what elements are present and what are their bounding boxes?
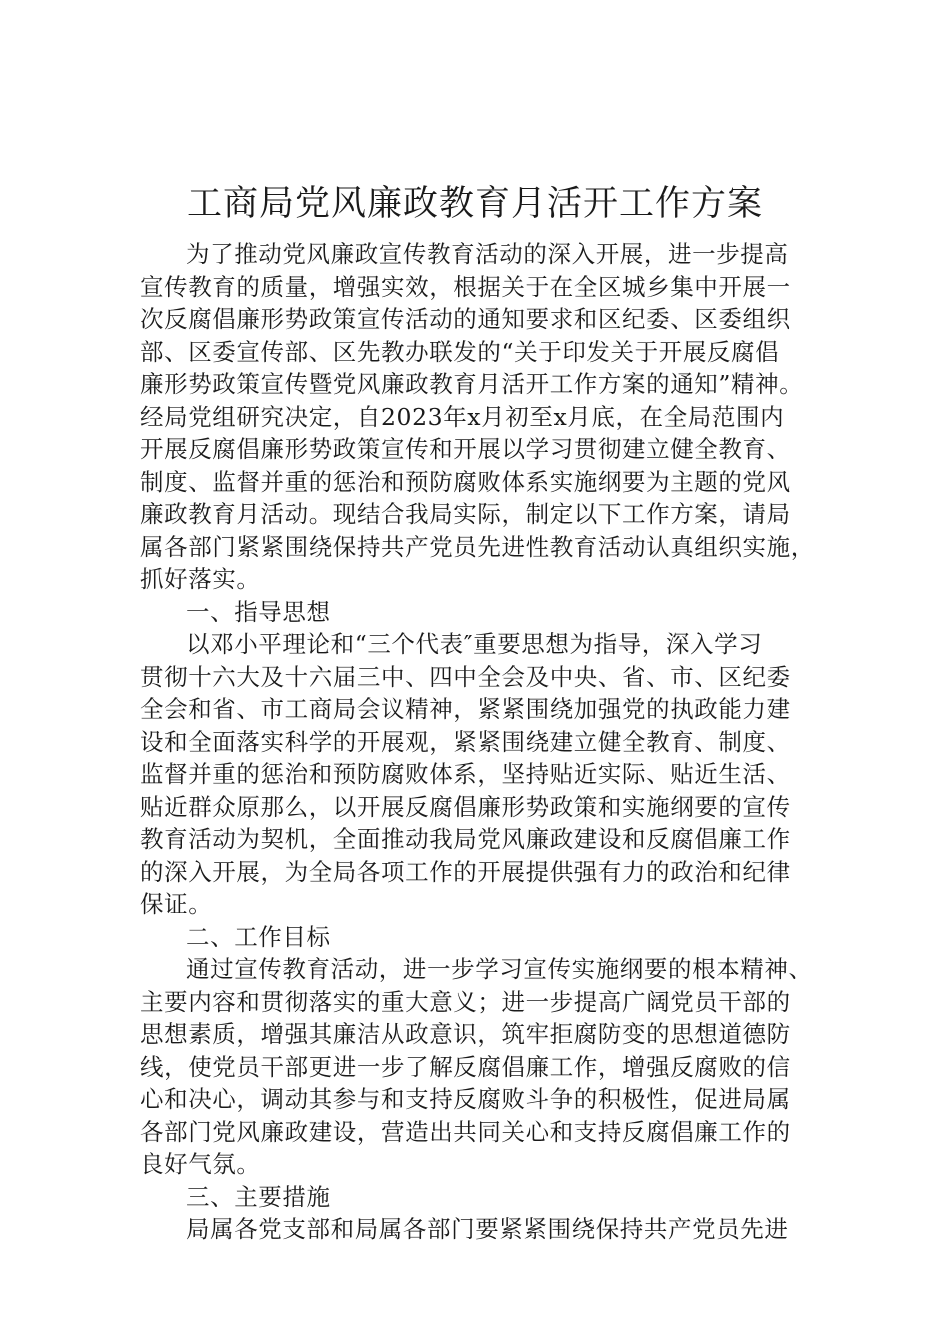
text-line: 以邓小平理论和“三个代表″重要思想为指导，深入学习 <box>186 630 763 658</box>
text-line: 设和全面落实科学的开展观，紧紧围绕建立健全教育、制度、 <box>140 727 791 756</box>
text-line: 通过宣传教育活动，进一步学习宣传实施纲要的根本精神、 <box>186 955 813 983</box>
text-line: 线，使党员干部更进一步了解反腐倡廉工作，增强反腐败的信 <box>140 1052 791 1081</box>
text-line: 教育活动为契机，全面推动我局党风廉政建设和反腐倡廉工作 <box>140 825 791 853</box>
text-line: 全会和省、市工商局会议精神，紧紧围绕加强党的执政能力建 <box>140 695 791 723</box>
text-line: 的深入开展，为全局各项工作的开展提供强有力的政治和纪律 <box>140 857 791 886</box>
text-line: 良好气氛。 <box>140 1150 261 1178</box>
text-line: 监督并重的惩治和预防腐败体系，坚持贴近实际、贴近生活、 <box>140 760 791 788</box>
section-heading-guiding-thought: 一、指导思想 <box>186 597 331 626</box>
text-line: 宣传教育的质量，增强实效，根据关于在全区城乡集中开展一 <box>140 272 791 301</box>
document-body <box>140 238 830 1246</box>
text-line: 贴近群众原那么，以开展反腐倡廉形势政策和实施纲要的宣传 <box>140 792 791 821</box>
text-line: 保证。 <box>140 890 213 918</box>
text-line: 局属各党支部和局属各部门要紧紧围绕保持共产党员先进 <box>186 1215 789 1243</box>
text-line: 抓好落实。 <box>140 565 261 593</box>
text-line: 心和决心，调动其参与和支持反腐败斗争的积极性，促进局属 <box>140 1085 791 1113</box>
section-heading-work-goals: 二、工作目标 <box>186 922 331 951</box>
document-title: 工商局党风廉政教育月活开工作方案 <box>186 184 763 224</box>
text-line: 廉政教育月活动。现结合我局实际，制定以下工作方案，请局 <box>140 500 791 528</box>
text-line: 部、区委宣传部、区先教办联发的“关于印发关于开展反腐倡 <box>140 337 780 366</box>
text-line: 开展反腐倡廉形势政策宣传和开展以学习贯彻建立健全教育、 <box>140 435 791 463</box>
text-line: 廉形势政策宣传暨党风廉政教育月活开工作方案的通知”精神。 <box>140 370 804 398</box>
text-line: 制度、监督并重的惩治和预防腐败体系实施纲要为主题的党风 <box>140 467 791 496</box>
text-line: 属各部门紧紧围绕保持共产党员先进性教育活动认真组织实施， <box>140 532 815 561</box>
text-line: 思想素质，增强其廉洁从政意识，筑牢拒腐防变的思想道德防 <box>140 1020 791 1048</box>
text-line: 经局党组研究决定，自2023年x月初至x月底，在全局范围内 <box>140 402 785 431</box>
text-line: 各部门党风廉政建设，营造出共同关心和支持反腐倡廉工作的 <box>140 1117 791 1146</box>
section-heading-main-measures: 三、主要措施 <box>186 1182 331 1211</box>
text-line: 主要内容和贯彻落实的重大意义；进一步提高广阔党员干部的 <box>140 987 791 1016</box>
text-line: 次反腐倡廉形势政策宣传活动的通知要求和区纪委、区委组织 <box>140 305 791 333</box>
text-line: 为了推动党风廉政宣传教育活动的深入开展，进一步提高 <box>186 240 789 268</box>
text-line: 贯彻十六大及十六届三中、四中全会及中央、省、市、区纪委 <box>140 662 791 691</box>
